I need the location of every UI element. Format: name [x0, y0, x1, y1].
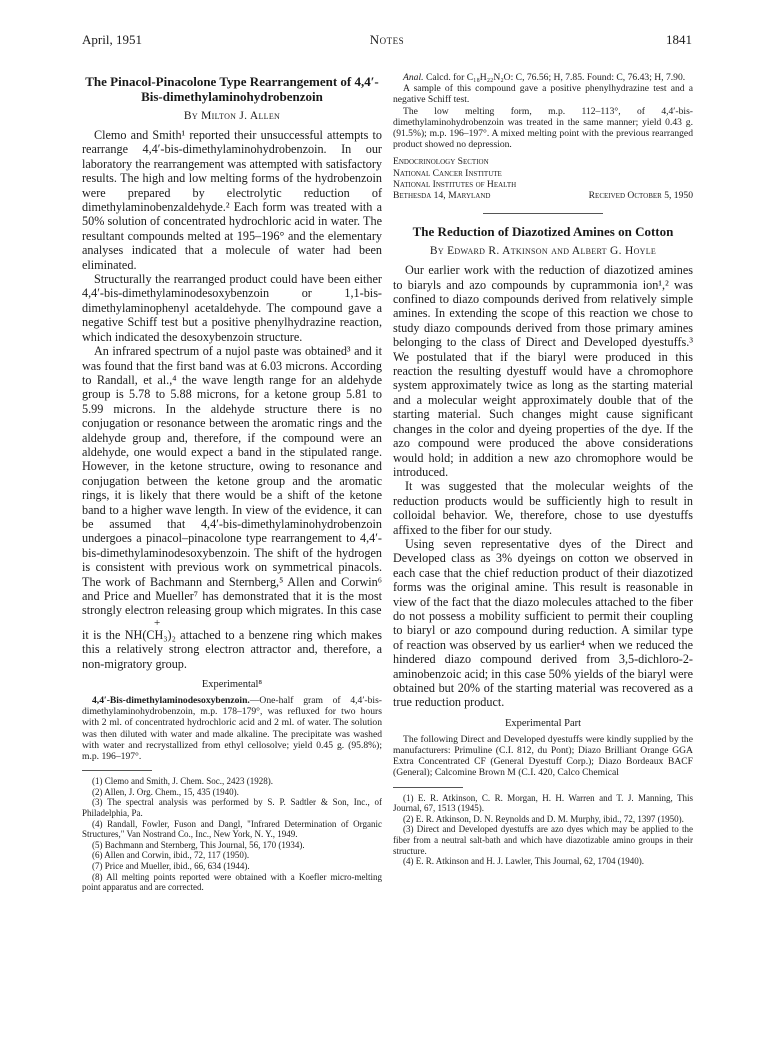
footnote: (4) Randall, Fowler, Fuson and Dangl, "Infrared Determination of Organic Structures," Van Nostrand Co., Inc., New York, N. Y., 1949. — [82, 818, 382, 840]
article-title: The Pinacol-Pinacolone Type Rearrangement of 4,4′-Bis-dimethylaminohydrobenzoin — [85, 74, 379, 104]
affiliation-line: National Cancer Institute — [393, 167, 502, 179]
footnote-rule — [393, 787, 463, 788]
paragraph: Our earlier work with the reduction of diazotized amines to biaryls and azo compounds by cuprammonia ion¹,² was confined to diazo compounds derived from relatively simple amines. In extending the scope of this reaction we chose to study diazo compounds derived from those primary amines belonging to the class of Direct and Developed dyestuffs.³ We postulated that if the biaryl were produced in this reaction the resulting dyestuff would have a chromophore system approximately twice as long as the starting material and a molecular weight approximately double that of the starting material. Such changes might cause significant changes in the color and dyeing properties of the dye. If the azo compound were produced the above considerations would hold; in addition a new azo chromophore would be introduced. — [393, 263, 693, 479]
paragraph: It was suggested that the molecular weights of the reduction products would be sufficiently high to result in colloidal behavior. We, therefore, chose to use dyestuffs affixed to the fiber for our study. — [393, 479, 693, 537]
paragraph: Clemo and Smith¹ reported their unsuccessful attempts to rearrange 4,4′-bis-dimethylaminohydrobenzoin. In our laboratory the rearrangement was attempted with satisfactory results. The high and low melting forms of the hydrobenzoin were prepared by electrolytic reduction of dimethylaminobenzaldehyde.² Each form was treated with a 50% solution of concentrated hydrochloric acid in water. The resultant compounds melted at 195–196° and the elementary analyses indicated that a molecule of water had been eliminated. — [82, 128, 382, 272]
affiliation-city: Bethesda 14, Maryland — [393, 190, 491, 202]
anal-label: Anal. — [403, 72, 424, 83]
header-journal: Notes — [369, 32, 405, 47]
footnote: (4) E. R. Atkinson and H. J. Lawler, This Journal, 62, 1704 (1940). — [403, 856, 644, 867]
footnote: (3) The spectral analysis was performed by S. P. Sadtler & Son, Inc., of Philadelphia, Pa. — [82, 797, 382, 819]
article-byline-2: By Edward R. Atkinson and Albert G. Hoyle — [429, 245, 657, 258]
footnote-rule — [82, 770, 152, 771]
paragraph: Structurally the rearranged product could have been either 4,4′-bis-dimethylaminodesoxybenzoin or 1,1-bis-dimethylaminophenyl acetaldehyde. The compound gave a negative Schiff test but a positive phenylhydrazine reaction, which indicated the desoxybenzoin structure. — [82, 272, 382, 344]
experimental-heading: Experimental⁸ — [201, 679, 263, 691]
footnote: (3) Direct and Developed dyestuffs are azo dyes which may be applied to the fiber from a neutral salt-bath and which have diazotizable amino groups in their structure. — [393, 824, 693, 856]
compound-name: 4,4′-Bis-dimethylaminodesoxybenzoin. — [92, 695, 250, 707]
small-paragraph: The low melting form, m.p. 112–113°, of 4,4′-bis-dimethylaminohydrobenzoin was treated in the same manner; yield 0.43 g. (91.5%); m.p. 196–197°. A mixed melting point with the previous rearranged product showed no depression. — [393, 105, 693, 151]
affiliation-line: National Institutes of Health — [393, 178, 517, 190]
footnote: (8) All melting points reported were obtained with a Koefler micro-melting point apparatus and are corrected. — [82, 871, 382, 893]
footnote: (1) E. R. Atkinson, C. R. Morgan, H. H. Warren and T. J. Manning, This Journal, 67, 1513 (1945). — [393, 792, 693, 814]
header-date: April, 1951 — [82, 32, 142, 47]
affiliation-city-row — [393, 190, 693, 201]
anal-text: Calcd. for C₁₈H₂₂N₂O: C, 76.56; H, 7.85. Found: C, 76.43; H, 7.90. — [425, 72, 686, 83]
paragraph: An infrared spectrum of a nujol paste was obtained³ and it was found that the first band was at 6.03 microns. According to Randall, et al.,⁴ the wave length range for an aldehyde group is 5.78 to 5.88 microns, for a ketone group 5.81 to 5.99 microns. In the aldehyde structure there is no conjugation or resonance between the aromatic rings and the aldehyde group and, therefore, if the compound were an aldehyde, one would expect a band in the stipulated range. However, in the ketone structure, owing to resonance and conjugation between the ketone group and the aromatic rings, it is likely that there would be a shift of the ketone band to a higher wave length. In view of the evidence, it can be assumed that 4,4′-bis-dimethylaminohydrobenzoin undergoes a pinacol–pinacolone type rearrangement to 4,4′-bis-dimethylaminodesoxybenzoin. The shift of the hydrogen is consistent with previous work on symmetrical pinacols. The work of Bachmann and Sternberg,⁵ Allen and Corwin⁶ and Price and Mueller⁷ has demonstrated that it is the most strongly electron releasing group which migrates. In this case — [82, 344, 382, 618]
paragraph: Using seven representative dyes of the Direct and Developed class as 3% dyeings on cotton we observed in each case that the chief reduction product of their diazotized forms was the original amine. This result is reasonable in view of the fact that the diazo molecules attached to the fiber do not possess a mobility sufficient to permit their coupling to biaryl or azo compound during reduction. A similar type of reaction was observed by us earlier⁴ when we reduced the hindered diazo compound derived from 3,5-dichloro-2-aminobenzoic acid; in this case 50% yields of the biaryl were obtained but 20% of the starting material was recovered as a true reduction product. — [393, 536, 693, 710]
article-byline: By Milton J. Allen — [183, 110, 281, 122]
article-title-2: The Reduction of Diazotized Amines on Cotton — [412, 224, 674, 240]
charge-plus-sign: + — [154, 616, 161, 629]
footnote: (2) Allen, J. Org. Chem., 15, 435 (1940). — [92, 786, 239, 797]
experimental-text: —One-half gram of 4,4′-bis-dimethylaminohydrobenzoin, m.p. 178–179°, was refluxed for two hours with 2 ml. of concentrated hydrochloric acid and 2 ml. of water. The solution was then diluted with water and made alkaline. The precipitate was washed with water and recrystallized from ethyl cellosolve; yield 0.45 g. (95.8%); m.p. 196–197°. — [82, 695, 382, 763]
experimental-paragraph — [82, 695, 382, 762]
footnote: (2) E. R. Atkinson, D. N. Reynolds and D. M. Murphy, ibid., 72, 1397 (1950). — [403, 813, 684, 824]
article-separator — [483, 213, 603, 214]
footnote: (7) Price and Mueller, ibid., 66, 634 (1944). — [92, 861, 250, 871]
affiliation-block — [393, 156, 693, 201]
analysis-paragraph — [393, 72, 693, 83]
footnotes-right — [393, 793, 693, 867]
affiliation-line: Endocrinology Section — [393, 156, 489, 168]
header-page-number: 1841 — [666, 32, 692, 47]
formula-text: it is the NH(CH₃)₂ attached to a benzene ring which makes this a relatively strong electron attractor and, therefore, a non-migratory group. — [82, 627, 382, 671]
footnotes-left — [82, 776, 382, 893]
experimental-paragraph: The following Direct and Developed dyestuffs were kindly supplied by the manufacturers: Primuline (C.I. 812, du Pont); Diazo Brilliant Orange GGA Extra Concentrated CF (General Dyestuff Corp.); Diazo Bordeaux BACF (General); Calcomine Brown M (C.I. 420, Calco Chemical — [393, 733, 693, 779]
footnote: (6) Allen and Corwin, ibid., 72, 117 (1950). — [92, 850, 250, 861]
experimental-part-heading: Experimental Part — [504, 717, 582, 729]
formula-paragraph — [82, 616, 382, 671]
right-column — [393, 72, 693, 867]
footnote: (5) Bachmann and Sternberg, This Journal, 56, 170 (1934). — [92, 839, 305, 850]
left-column — [82, 72, 382, 893]
footnote: (1) Clemo and Smith, J. Chem. Soc., 2423 (1928). — [92, 776, 273, 787]
received-date: Received October 5, 1950 — [588, 190, 693, 202]
page-header — [82, 32, 692, 52]
small-paragraph: A sample of this compound gave a positive phenylhydrazine test and a negative Schiff test. — [393, 83, 693, 106]
